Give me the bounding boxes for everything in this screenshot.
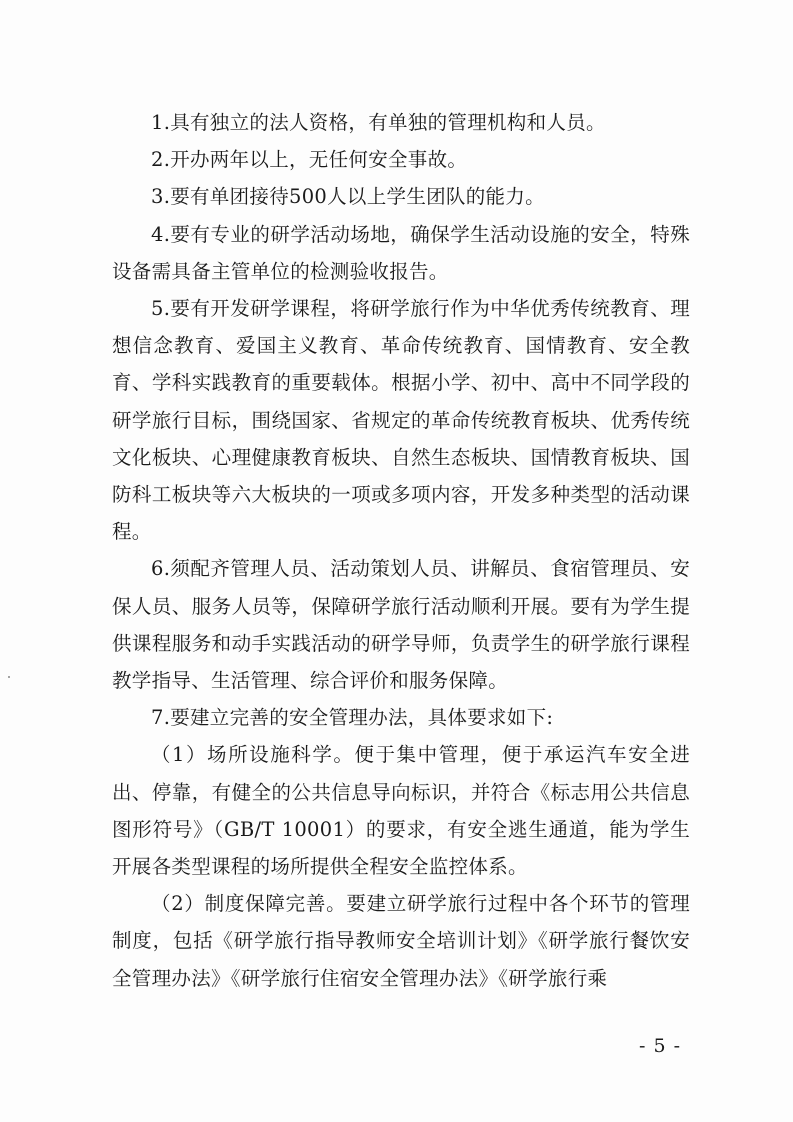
page-number: - 5 -: [638, 1035, 681, 1057]
paragraph-5: 5.要有开发研学课程，将研学旅行作为中华优秀传统教育、理想信念教育、爱国主义教育、革命传统教育、国情教育、安全教育、学科实践教育的重要载体。根据小学、初中、高中不同学段的研学旅行目标，围绕国家、省规定的革命传统教育板块、优秀传统文化板块、心理健康教育板块、自然生态板块、国情教育板块、国防科工板块等六大板块的一项或多项内容，开发多种类型的活动课程。: [112, 297, 690, 544]
paragraph-7: 7.要建立完善的安全管理办法，具体要求如下:: [151, 706, 554, 730]
paragraph-7-2: （2）制度保障完善。要建立研学旅行过程中各个环节的管理制度，包括《研学旅行指导教师安全培训计划》《研学旅行餐饮安全管理办法》《研学旅行住宿安全管理办法》《研学旅行乘: [112, 892, 690, 990]
paragraph-6: 6.须配齐管理人员、活动策划人员、讲解员、食宿管理员、安保人员、服务人员等，保障研学旅行活动顺利开展。要有为学生提供课程服务和动手实践活动的研学导师，负责学生的研学旅行课程教学指导、生活管理、综合评价和服务保障。: [112, 557, 690, 693]
scan-speck: [8, 676, 10, 678]
paragraph-3: 3.要有单团接待500人以上学生团队的能力。: [151, 185, 545, 209]
document-body: [112, 104, 690, 997]
paragraph-1: 1.具有独立的法人资格，有单独的管理机构和人员。: [151, 111, 606, 134]
paragraph-4: 4.要有专业的研学活动场地，确保学生活动设施的安全，特殊设备需具备主管单位的检测验收报告。: [112, 222, 690, 283]
paragraph-7-1: （1）场所设施科学。便于集中管理，便于承运汽车安全进出、停靠，有健全的公共信息导向标识，并符合《标志用公共信息图形符号》（GB/T 10001）的要求，有安全逃生通道，能为学生开展各类型课程的场所提供全程安全监控体系。: [112, 743, 690, 879]
paragraph-2: 2.开办两年以上，无任何安全事故。: [151, 148, 468, 172]
